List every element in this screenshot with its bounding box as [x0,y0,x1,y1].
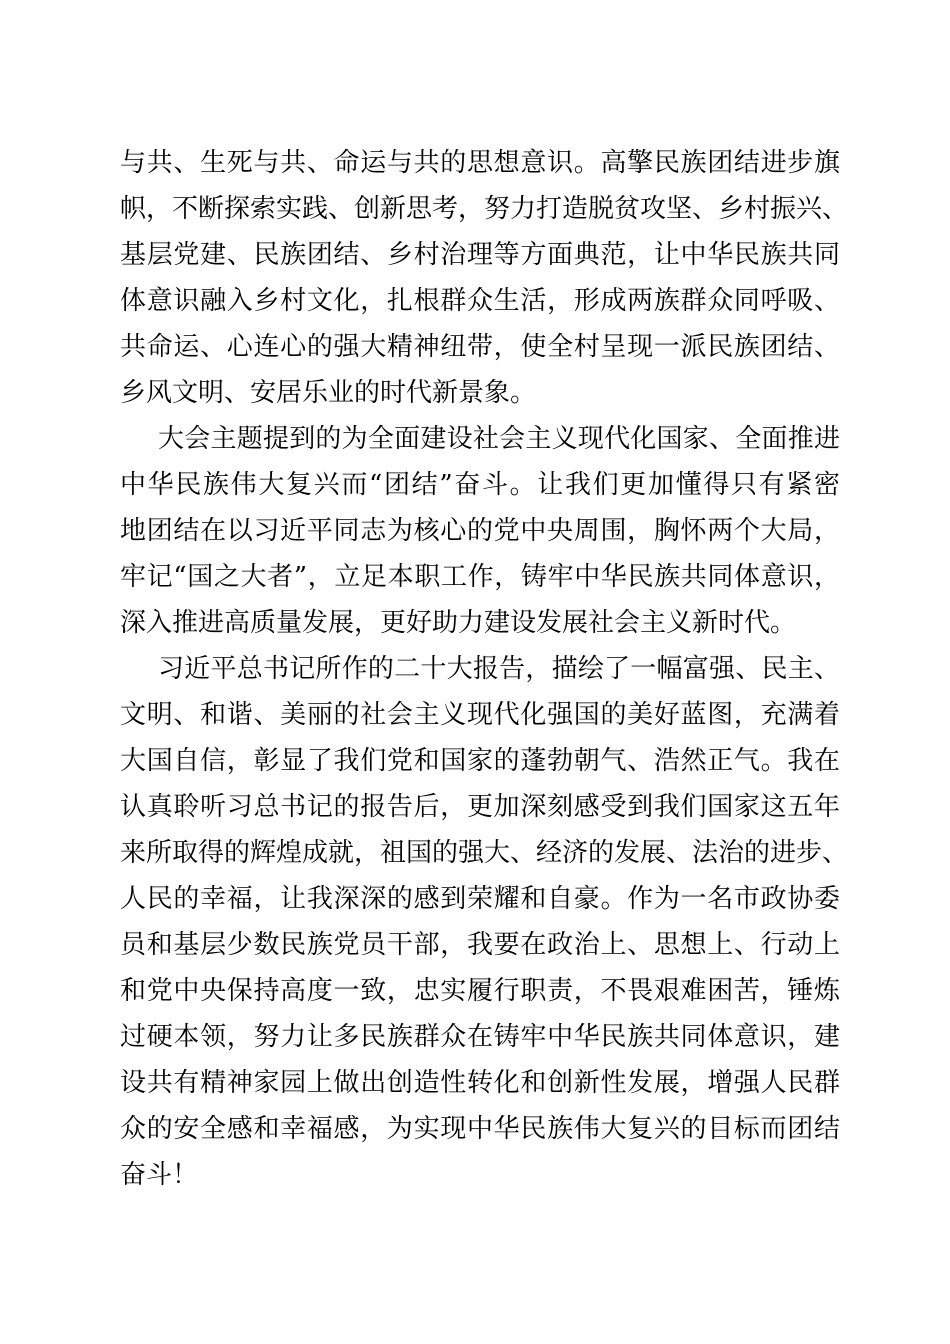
text-line: 文明、和谐、美丽的社会主义现代化强国的美好蓝图，充满着 [120,700,840,730]
text-line: 中华民族伟大复兴而“团结”奋斗。让我们更加懂得只有紧密 [120,470,840,500]
paragraph-2 [120,416,840,646]
text-line: 体意识融入乡村文化，扎根群众生活，形成两族群众同呼吸、 [120,286,840,316]
text-line: 地团结在以习近平同志为核心的党中央周围，胸怀两个大局， [120,516,840,546]
text-line: 牢记“国之大者”，立足本职工作，铸牢中华民族共同体意识， [120,562,840,592]
text-line: 人民的幸福，让我深深的感到荣耀和自豪。作为一名市政协委 [120,884,840,914]
text-line: 认真聆听习总书记的报告后，更加深刻感受到我们国家这五年 [120,792,840,822]
text-line: 过硬本领，努力让多民族群众在铸牢中华民族共同体意识，建 [120,1022,840,1052]
text-line: 和党中央保持高度一致，忠实履行职责，不畏艰难困苦，锤炼 [120,976,840,1006]
document-body [120,140,849,1198]
text-line: 基层党建、民族团结、乡村治理等方面典范，让中华民族共同 [120,240,840,270]
paragraph-1 [120,140,849,416]
paragraph-3 [120,646,849,1198]
text-line: 与共、生死与共、命运与共的思想意识。高擎民族团结进步旗 [120,148,840,178]
text-line: 员和基层少数民族党员干部，我要在政治上、思想上、行动上 [120,930,840,960]
text-line: 来所取得的辉煌成就，祖国的强大、经济的发展、法治的进步、 [120,838,849,868]
text-line: 奋斗！ [120,1160,199,1190]
text-line: 习近平总书记所作的二十大报告，描绘了一幅富强、民主、 [158,654,840,684]
text-line: 共命运、心连心的强大精神纽带，使全村呈现一派民族团结、 [120,332,840,362]
text-line: 众的安全感和幸福感，为实现中华民族伟大复兴的目标而团结 [120,1114,840,1144]
text-line: 大会主题提到的为全面建设社会主义现代化国家、全面推进 [158,424,840,454]
text-line: 设共有精神家园上做出创造性转化和创新性发展，增强人民群 [120,1068,840,1098]
text-line: 乡风文明、安居乐业的时代新景象。 [120,378,537,408]
text-line: 大国自信，彰显了我们党和国家的蓬勃朝气、浩然正气。我在 [120,746,840,776]
text-line: 帜，不断探索实践、创新思考，努力打造脱贫攻坚、乡村振兴、 [120,194,849,224]
text-line: 深入推进高质量发展，更好助力建设发展社会主义新时代。 [120,608,797,638]
